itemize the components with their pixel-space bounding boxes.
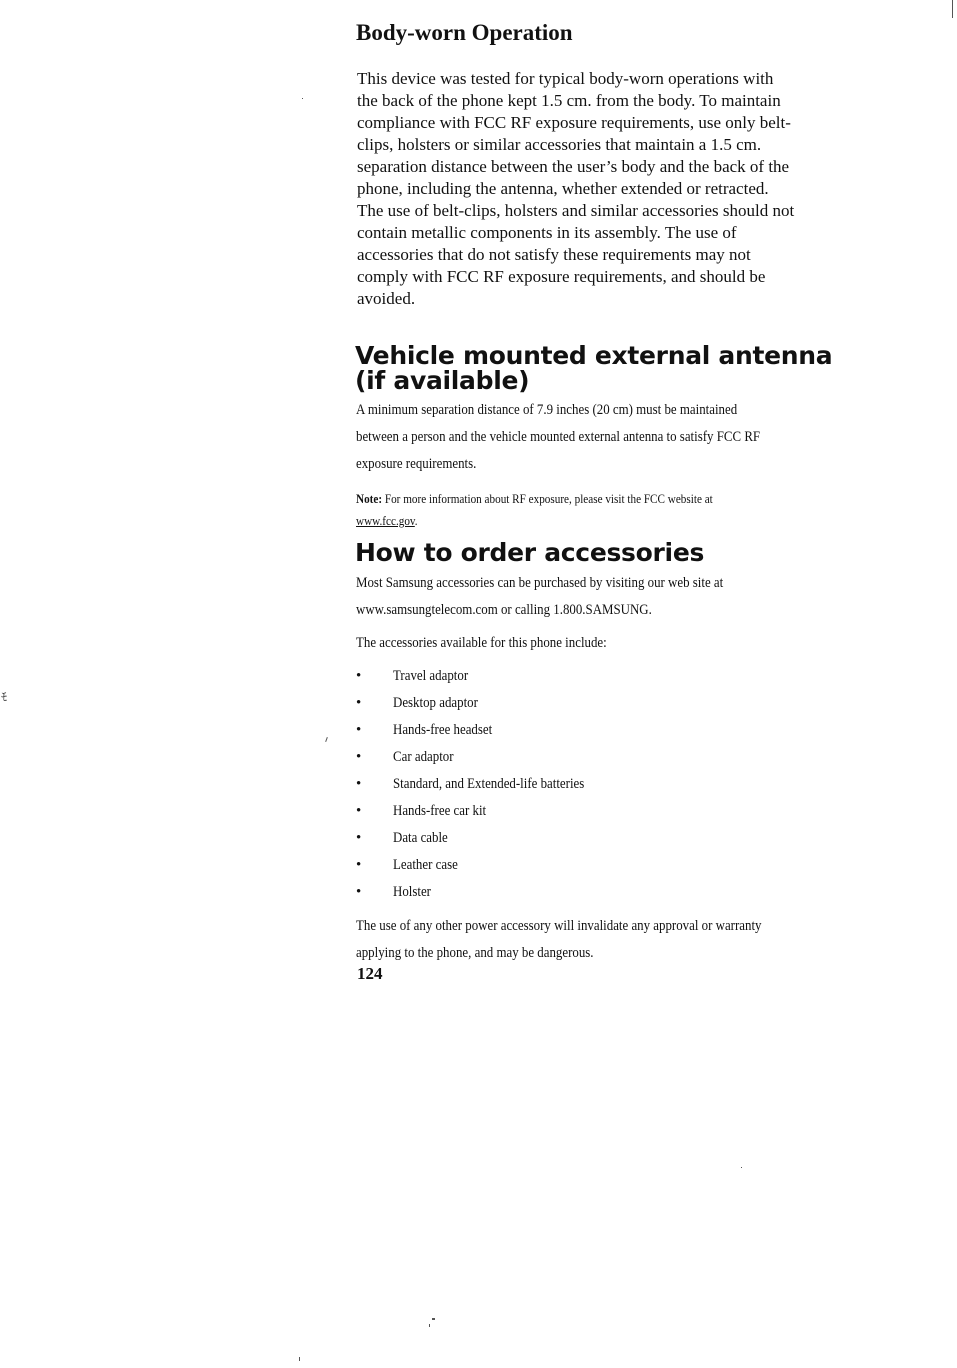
scan-speck xyxy=(432,1318,435,1320)
list-intro: The accessories available for this phone include: xyxy=(356,635,607,651)
scan-speck xyxy=(952,0,953,18)
accessory-name: Hands-free car kit xyxy=(393,803,487,819)
body-worn-line: This device was tested for typical body-worn operations with xyxy=(357,69,774,88)
note-period: . xyxy=(414,513,418,528)
body-worn-line: separation distance between the user’s body and the back of the xyxy=(357,157,790,176)
vehicle-heading-line: (if available) xyxy=(355,366,530,395)
fcc-website-link[interactable]: www.fcc.gov xyxy=(356,513,415,528)
bullet-icon: • xyxy=(356,749,362,765)
vehicle-line: between a person and the vehicle mounted external antenna to satisfy FCC RF xyxy=(356,429,761,445)
page-number: 124 xyxy=(357,964,383,983)
vehicle-paragraph xyxy=(356,397,760,478)
body-worn-heading: Body-worn Operation xyxy=(356,20,573,45)
vehicle-antenna-heading xyxy=(355,343,832,393)
vehicle-line: exposure requirements. xyxy=(356,456,477,472)
scan-speck xyxy=(302,98,303,99)
body-worn-line: the back of the phone kept 1.5 cm. from the body. To maintain xyxy=(357,91,781,110)
vehicle-line: A minimum separation distance of 7.9 inches (20 cm) must be maintained xyxy=(356,402,738,418)
body-worn-line: accessories that do not satisfy these requirements may not xyxy=(357,245,751,264)
accessory-name: Data cable xyxy=(393,830,448,846)
body-worn-line: avoided. xyxy=(357,289,416,308)
order-intro-line: Most Samsung accessories can be purchased by visiting our web site at xyxy=(356,575,724,591)
order-intro-line: www.samsungtelecom.com or calling 1.800.SAMSUNG. xyxy=(356,602,652,618)
accessory-name: Standard, and Extended-life batteries xyxy=(393,776,585,792)
bullet-icon: • xyxy=(356,722,362,738)
vehicle-heading-line: Vehicle mounted external antenna xyxy=(355,341,833,370)
rf-note xyxy=(356,488,713,532)
scan-speck xyxy=(299,1357,300,1361)
bullet-icon: • xyxy=(356,884,362,900)
body-worn-line: The use of belt-clips, holsters and similar accessories should not xyxy=(357,201,795,220)
body-worn-line: compliance with FCC RF exposure requirements, use only belt- xyxy=(357,113,791,132)
order-intro-paragraph xyxy=(356,570,723,624)
accessory-name: Desktop adaptor xyxy=(393,695,478,711)
warning-line: The use of any other power accessory will invalidate any approval or warranty xyxy=(356,918,762,934)
note-text: For more information about RF exposure, please visit the FCC website at xyxy=(382,491,713,506)
scan-speck xyxy=(429,1324,430,1327)
accessory-name: Holster xyxy=(393,884,431,900)
scan-speck xyxy=(325,737,328,742)
bullet-icon: • xyxy=(356,830,362,846)
accessory-name: Car adaptor xyxy=(393,749,454,765)
body-worn-line: phone, including the antenna, whether extended or retracted. xyxy=(357,179,769,198)
bullet-icon: • xyxy=(356,803,362,819)
accessory-name: Hands-free headset xyxy=(393,722,493,738)
body-worn-line: clips, holsters or similar accessories that maintain a 1.5 cm. xyxy=(357,135,762,154)
order-accessories-heading: How to order accessories xyxy=(355,538,705,567)
accessory-name: Travel adaptor xyxy=(393,668,469,684)
bullet-icon: • xyxy=(356,668,362,684)
bullet-icon: • xyxy=(356,857,362,873)
accessory-name: Leather case xyxy=(393,857,458,873)
body-worn-line: contain metallic components in its assembly. The use of xyxy=(357,223,737,242)
note-label: Note: xyxy=(356,491,383,506)
scan-speck xyxy=(741,1167,742,1168)
warning-paragraph xyxy=(356,913,761,967)
bullet-icon: • xyxy=(356,695,362,711)
bullet-icon: • xyxy=(356,776,362,792)
warning-line: applying to the phone, and may be dangerous. xyxy=(356,945,594,961)
body-worn-paragraph xyxy=(357,68,857,310)
scan-speck: ﾓ xyxy=(1,690,8,704)
body-worn-line: comply with FCC RF exposure requirements, and should be xyxy=(357,267,766,286)
